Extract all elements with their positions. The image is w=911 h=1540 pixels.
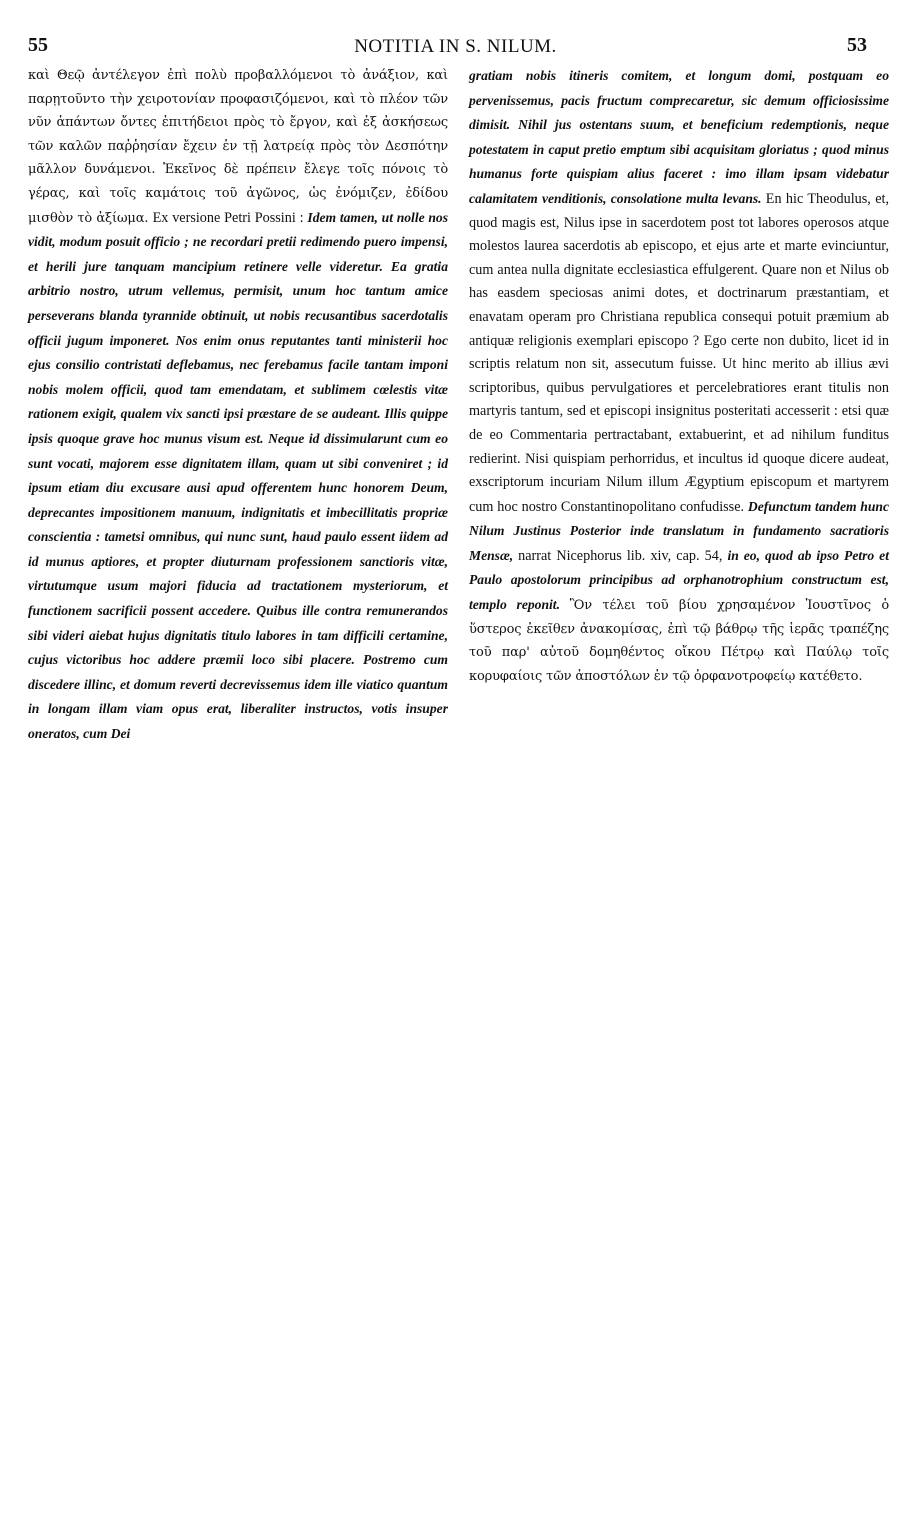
latin-text-passage: narrat Nicephorus lib. xiv, cap. 54, — [518, 547, 728, 564]
latin-italic-quotation: Defunctum tandem hunc Nilum Justinus Posterior inde translatum in fundamento sacratioris Mensæ, — [469, 498, 889, 563]
right-page-number: 53 — [847, 34, 867, 56]
left-column-paragraph — [28, 64, 448, 747]
left-page-number: 55 — [28, 34, 48, 56]
latin-italic-quotation: gratiam nobis itineris comitem, et longum domi, postquam eo pervenissemus, pacis fructum comprecaretur, sic demum officiosissime dimisit. Nihil jus ostentans suum, et beneficium redemptionis, neque potestatem in caput pretio emptum sibi acquisitam gloriatus ; quod minus humanus forte quispiam alius faceret : imo illam ipsam videbatur calamitatem venditionis, consolatione multa levans. — [469, 68, 889, 206]
page-header — [0, 34, 911, 60]
left-text-column — [28, 64, 448, 747]
latin-text-passage: Ex versione Petri Possini : — [152, 209, 308, 226]
running-title: NOTITIA IN S. NILUM. — [354, 36, 557, 57]
latin-italic-quotation: Idem tamen, ut nolle nos vidit, modum posuit officio ; ne recordari pretii redimendo puero impensi, et herili jure tanquam mancipium retinere velle videretur. Ea gratia arbitrio nostro, utrum vellemus, permisit, unum hoc tantum amice perseverans blanda tyrannide obtinuit, ut nobis recusantibus sacerdotalis officii jugum imponeret. Nos enim onus reputantes tanti ministerii hoc ejus consilio contristati deflebamus, nec ferebamus facile tantam imponi nobis molem officii, quod tam emendatam, et sublimem cœlestis vitæ rationem exigit, qualem vix sancti ipsi præstare de se audeant. Illis quippe ipsis quoque grave hoc munus visum est. Neque id dissimularunt cum eo sunt vocati, majorem esse dignitatem illam, quam ut sibi conveniret ; id ipsum etiam diu excusare ausi apud offerentem hunc honorem Deum, deprecantes impositionem manuum, indignitatis et imbecillitatis propriæ conscientia : tametsi omnibus, qui nunc sunt, haud paulo essent iidem ad id munus aptiores, et propter diuturnam professionem sanctioris vitæ, virtutumque usum majori fiducia ad tractationem mysteriorum, et functionem sacrificii possent accedere. Quibus ille contra remunerandos sibi videri aiebat hujus dignitatis titulo labores in tam difficili certamine, cujus victoribus hoc addere præmii loco sibi placere. Postremo cum discedere illinc, et domum reverti decrevissemus idem ille viatico quantum in longam illam viam opus erat, liberaliter instructos, votis insuper oneratos, cum Dei — [28, 209, 448, 742]
latin-text-passage: En hic Theodulus, et, quod magis est, Nilus ipse in sacerdotem post tot labores operosos atque molestos laurea sacerdotis ab episcopo, et ejus arte et marte evinciuntur, cum antea nulla dignitate ecclesiastica effulgerent. Quare non et Nilus ob has easdem speciosas animi dotes, et doctrinarum præstantiam, et enavatam operam pro Christiana republica consequi potuit præmium ab antiquæ religionis exemplari episcopo ? Ego certe non dubito, licet id in scriptis relatum non sit, assecutum fuisse. Ut hinc merito ab illius ævi scriptoribus, quibus pervulgatiores et percelebratiores erant titulis non martyris tantum, sed et episcopi insignitus posteritati accesserit : etsi quæ de eo Commentaria pertractabant, extabuerint, et ad nihilum funditus redierint. Nisi quispiam perhorridus, et incultus id quoque dicere audeat, exscriptorum incuriam Nilum illum Ægyptium episcopum et martyrem cum hoc nostro Constantinopolitano confudisse. — [469, 190, 889, 515]
greek-text-passage: καὶ Θεῷ ἀντέλεγον ἐπὶ πολὺ προβαλλόμενοι τὸ ἀνάξιον, καὶ παρῃτοῦντο τὴν χειροτονίαν προφασιζόμενοι, καὶ τὸ πλέον τῶν νῦν ἁπάντων ὄντες ἐπιτήδειοι πρὸς τὸ ἔργον, καὶ ἐξ ἀσκήσεως τῶν καλῶν παῤῥησίαν ἔχειν ἐν τῇ λατρείᾳ πρὸς τὸν Δεσπότην μᾶλλον δυνάμενοι. Ἐκεῖνος δὲ πρέπειν ἔλεγε τοῖς πόνοις τὸ γέρας, καὶ τοῖς καμάτοις τοῦ ἀγῶνος, ὡς ἐνόμιζεν, ἐδίδου μισθὸν τὸ ἀξίωμα. — [28, 68, 448, 226]
right-column-paragraph — [469, 64, 889, 688]
greek-text-passage: Ὃν τέλει τοῦ βίου χρησαμένον Ἰουστῖνος ὁ ὕστερος ἐκεῖθεν ἀνακομίσας, ἐπὶ τῷ βάθρῳ τῆς ἱερᾶς τραπέζης τοῦ παρ' αὐτοῦ δομηθέντος οἴκου Πέτρῳ καὶ Παύλῳ τοῖς κορυφαίοις τῶν ἀποστόλων ἐν τῷ ὀρφανοτροφείῳ κατέθετο. — [469, 598, 889, 684]
right-text-column — [469, 64, 889, 688]
latin-italic-quotation: in eo, quod ab ipso Petro et Paulo apostolorum principibus ad orphanotrophium constructum est, templo reponit. — [469, 547, 889, 613]
